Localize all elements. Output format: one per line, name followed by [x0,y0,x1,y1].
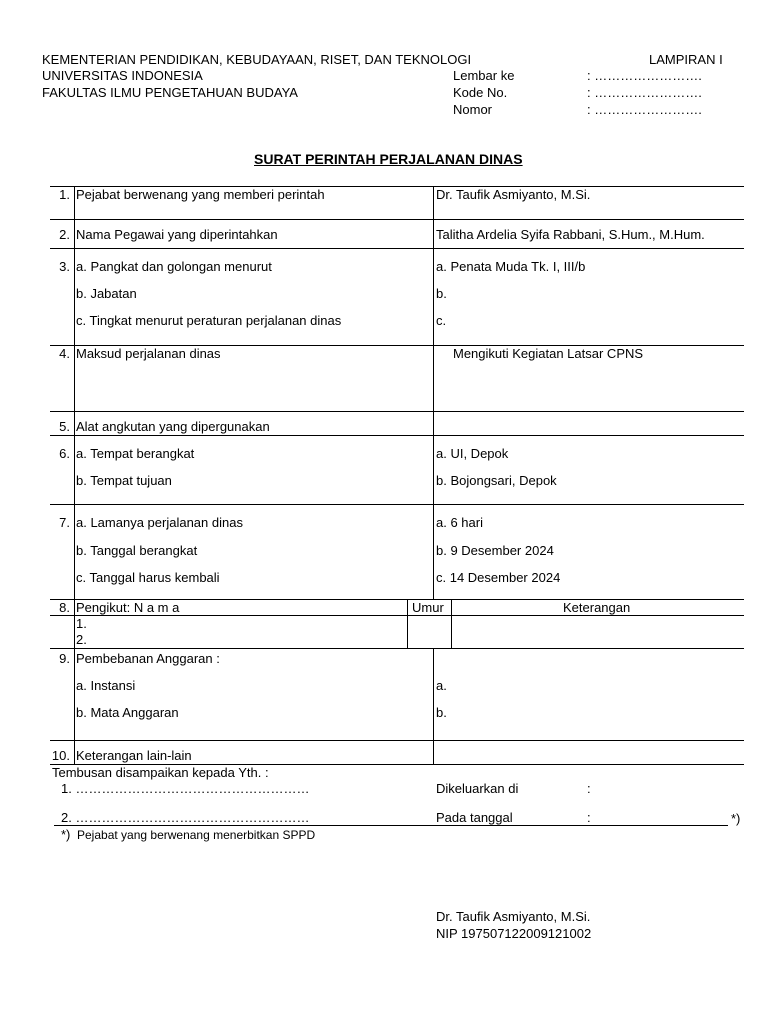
footer-divider [54,825,728,826]
lampiran-label: LAMPIRAN I [649,52,723,67]
umur-header: Umur [412,600,444,615]
row-sublabel: b. Tanggal berangkat [76,543,198,558]
row-sublabel: b. Jabatan [76,286,137,301]
row-value: Dr. Taufik Asmiyanto, M.Si. [436,187,591,202]
row-number: 5. [59,419,70,434]
nomor-label: Nomor [453,102,493,117]
row-number: 3. [59,259,70,274]
row-sublabel: b. Tempat tujuan [76,473,172,488]
dikeluarkan-label: Dikeluarkan di [436,781,519,796]
signer-nip: NIP 197507122009121002 [436,926,592,941]
pengikut-item: 2. [76,632,87,647]
row-label: Keterangan lain-lain [76,748,192,763]
tembusan-item: 2. ……………………………………………… [61,810,310,825]
university-name: UNIVERSITAS INDONESIA [42,68,203,83]
row-sublabel: c. Tingkat menurut peraturan perjalanan dinas [76,313,342,328]
footnote-marker: *) [61,827,71,842]
row-sublabel: a. Tempat berangkat [76,446,195,461]
signer-name: Dr. Taufik Asmiyanto, M.Si. [436,909,591,924]
row-value: Mengikuti Kegiatan Latsar CPNS [453,346,644,361]
keterangan-header: Keterangan [563,600,631,615]
row-number: 1. [59,187,70,202]
row-label: Pembebanan Anggaran : [76,651,220,666]
row-sublabel: c. Tanggal harus kembali [76,570,220,585]
row-subvalue: b. 9 Desember 2024 [436,543,554,558]
row-label: Pejabat berwenang yang memberi perintah [76,187,325,202]
row-number: 6. [59,446,70,461]
row-number: 10. [51,748,70,763]
tembusan-item: 1. ……………………………………………… [61,781,310,796]
row-number: 2. [59,227,70,242]
row-number: 8. [59,600,70,615]
kode-value: : ……………………. [587,85,702,100]
row-sublabel: a. Pangkat dan golongan menurut [76,259,272,274]
row-sublabel: a. Lamanya perjalanan dinas [76,515,243,530]
row-subvalue: b. [436,286,447,301]
row-subvalue: b. [436,705,447,720]
row-number: 4. [59,346,70,361]
row-label: Alat angkutan yang dipergunakan [76,419,270,434]
document-title: SURAT PERINTAH PERJALANAN DINAS [254,151,523,167]
pada-tanggal-colon: : [587,810,591,825]
row-subvalue: c. [436,313,447,328]
lembar-value: : ……………………. [587,68,702,83]
row-value: Talitha Ardelia Syifa Rabbani, S.Hum., M.Hum. [436,227,705,242]
tembusan-label: Tembusan disampaikan kepada Yth. : [52,765,269,780]
nomor-value: : ……………………. [587,102,702,117]
row-number: 9. [59,651,70,666]
row-number: 7. [59,515,70,530]
row-sublabel: a. Instansi [76,678,136,693]
row-subvalue: a. UI, Depok [436,446,509,461]
row-subvalue: c. 14 Desember 2024 [436,570,561,585]
ministry-name: KEMENTERIAN PENDIDIKAN, KEBUDAYAAN, RISET, DAN TEKNOLOGI [42,52,472,67]
footnote-marker: *) [731,811,741,826]
faculty-name: FAKULTAS ILMU PENGETAHUAN BUDAYA [42,85,298,100]
footnote-text: Pejabat yang berwenang menerbitkan SPPD [77,828,316,842]
row-sublabel: b. Mata Anggaran [76,705,179,720]
row-subvalue: b. Bojongsari, Depok [436,473,557,488]
dikeluarkan-colon: : [587,781,591,796]
pada-tanggal-label: Pada tanggal [436,810,513,825]
lembar-label: Lembar ke [453,68,515,83]
kode-label: Kode No. [453,85,508,100]
row-label: Nama Pegawai yang diperintahkan [76,227,278,242]
row-subvalue: a. 6 hari [436,515,483,530]
row-label: Maksud perjalanan dinas [76,346,221,361]
pengikut-item: 1. [76,616,87,631]
row-subvalue: a. [436,678,447,693]
row-label: Pengikut: N a m a [76,600,180,615]
row-subvalue: a. Penata Muda Tk. I, III/b [436,259,586,274]
